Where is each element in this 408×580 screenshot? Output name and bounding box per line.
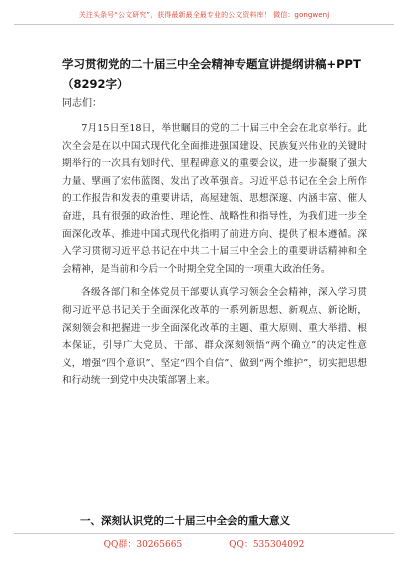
document-body xyxy=(62,120,367,390)
salutation: 同志们： xyxy=(62,98,102,109)
header-banner: 关注头条号“公文研究”，获得最新最全最专业的公文资料库！ 微信：gongwenj xyxy=(78,11,330,19)
footer-divider xyxy=(14,533,394,534)
header-divider xyxy=(14,24,394,25)
footer-qq-group: QQ群：30265665 xyxy=(103,540,183,550)
body-paragraph-1: 7月15日至18日，举世瞩目的党的二十届三中全会在北京举行。此次全会是在以中国式现代化全面推进强国建设、民族复兴伟业的关键时期举行的一次具有划时代、里程碑意义的重要会议，进一步凝聚了强大力量、擘画了宏伟蓝图、发出了改革强音。习近平总书记在全会上所作的工作报告和发表的重要讲话，高屋建瓴、思想深邃、内涵丰富、催人奋进，具有很强的政治性、理论性、战略性和指导性，为我们进一步全面深化改革、推进中国式现代化指明了前进方向、提供了根本遵循。深入学习贯彻习近平总书记在中共二十届三中全会上的重要讲话精神和全会精神，是当前和今后一个时期全党全国的一项重大政治任务。 xyxy=(62,123,367,275)
footer-qq: QQ：535304092 xyxy=(229,540,305,550)
section-heading: 一、深刻认识党的二十届三中全会的重大意义 xyxy=(80,515,290,527)
body-paragraph-2: 各级各部门和全体党员干部要认真学习领会全会精神，深入学习贯彻习近平总书记关于全面深化改革的一系列新思想、新观点、新论断，深刻领会和把握进一步全面深化改革的主题、重大原则、重大举措、根本保证，引导广大党员、干部、群众深刻领悟“两个确立”的决定性意义，增强“四个意识”、坚定“四个自信”、做到“两个维护”，切实把思想和行动统一到党中央决策部署上来。 xyxy=(62,287,367,387)
footer-contact xyxy=(0,537,408,550)
document-title: 学习贯彻党的二十届三中全会精神专题宣讲提纲讲稿+PPT（8292字） xyxy=(62,57,361,91)
